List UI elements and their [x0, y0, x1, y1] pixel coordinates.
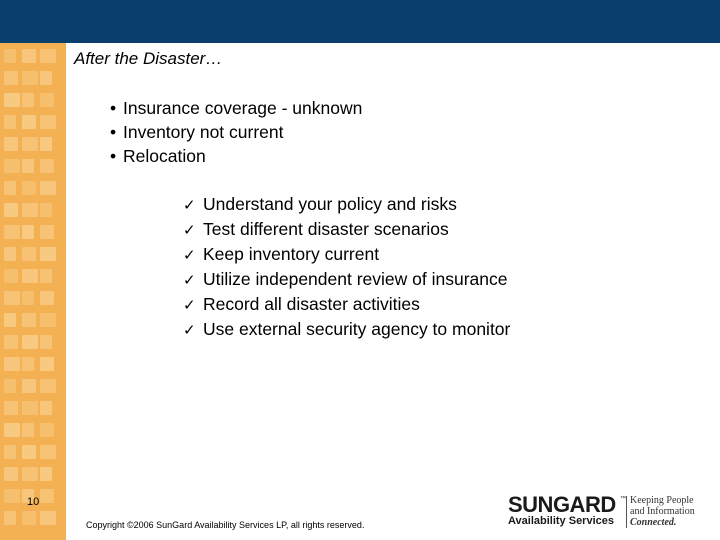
checklist-item: ✓ Record all disaster activities — [183, 292, 510, 317]
sidebar-tile — [22, 423, 34, 437]
bullet-item: • Inventory not current — [110, 122, 284, 142]
sidebar-tile — [40, 49, 56, 63]
checklist-item: ✓ Utilize independent review of insurance — [183, 267, 510, 292]
sidebar-tile — [22, 247, 36, 261]
sidebar-tile — [40, 137, 52, 151]
sidebar-tile — [22, 269, 38, 283]
sidebar-tile — [40, 313, 56, 327]
sidebar-tile — [22, 203, 38, 217]
sidebar-tile — [40, 247, 56, 261]
sidebar-tile — [4, 159, 20, 173]
sidebar-tile — [4, 511, 16, 525]
sidebar-tile — [40, 225, 54, 239]
sidebar-tile — [4, 137, 18, 151]
sidebar-tile — [40, 511, 56, 525]
sidebar-tile — [22, 137, 38, 151]
sidebar-tile — [40, 445, 56, 459]
sidebar-tile — [40, 203, 52, 217]
checklist-item: ✓ Test different disaster scenarios — [183, 217, 510, 242]
sidebar-tile — [4, 225, 20, 239]
sidebar-tile — [22, 181, 36, 195]
check-icon: ✓ — [183, 246, 196, 264]
sidebar-tile — [22, 379, 36, 393]
checklist-item: ✓ Keep inventory current — [183, 242, 510, 267]
sidebar-tile — [40, 115, 56, 129]
sidebar-tile — [4, 489, 20, 503]
page-number: 10 — [27, 496, 40, 508]
sidebar-tile — [4, 247, 16, 261]
sidebar-tile — [4, 313, 16, 327]
sungard-logo — [508, 494, 716, 530]
sidebar-tile — [4, 269, 18, 283]
sidebar-tile — [4, 357, 20, 371]
sidebar-tile — [4, 49, 16, 63]
sidebar-tile — [22, 225, 34, 239]
checklist-item: ✓ Understand your policy and risks — [183, 192, 510, 217]
bullet-icon: • — [110, 98, 117, 118]
logo-brand: SUNGARD — [508, 492, 616, 517]
check-icon: ✓ — [183, 296, 196, 314]
sidebar-tile — [22, 313, 36, 327]
sidebar-tile — [22, 467, 38, 481]
check-icon: ✓ — [183, 271, 196, 289]
sidebar-tile — [22, 335, 38, 349]
sidebar-tile — [40, 489, 54, 503]
bullet-item: • Insurance coverage - unknown — [110, 98, 363, 118]
sidebar-tile — [40, 291, 54, 305]
sidebar-tile — [22, 49, 36, 63]
sidebar-tile — [40, 335, 52, 349]
sidebar-tile — [22, 115, 36, 129]
check-icon: ✓ — [183, 221, 196, 239]
sidebar-tile — [40, 181, 56, 195]
trademark-mark: ™ — [620, 496, 626, 502]
sidebar-tile — [40, 269, 52, 283]
sidebar-tile — [4, 335, 18, 349]
sidebar-tile — [22, 445, 36, 459]
sidebar-tile — [4, 467, 18, 481]
sidebar-tile — [22, 357, 34, 371]
logo-tagline: Keeping People and Information Connected. — [630, 495, 695, 528]
sidebar-tile — [40, 423, 54, 437]
sidebar-tile — [22, 511, 36, 525]
logo-subtitle: Availability Services — [508, 515, 614, 527]
sidebar-tile — [4, 93, 20, 107]
checklist — [183, 192, 510, 342]
sidebar-tile — [40, 401, 52, 415]
check-icon: ✓ — [183, 321, 196, 339]
checklist-item: ✓ Use external security agency to monitor — [183, 317, 510, 342]
sidebar-tile — [4, 423, 20, 437]
copyright-notice: Copyright ©2006 SunGard Availability Services LP, all rights reserved. — [86, 520, 365, 530]
sidebar-tile — [4, 445, 16, 459]
slide-title: After the Disaster… — [74, 49, 223, 68]
sidebar-tile — [4, 203, 18, 217]
sidebar-tile — [40, 379, 56, 393]
sidebar-tile — [40, 357, 54, 371]
sidebar-tile — [22, 159, 34, 173]
sidebar-tile — [40, 71, 52, 85]
sidebar-tile — [40, 93, 54, 107]
sidebar-tile — [4, 379, 16, 393]
sidebar-tile — [4, 291, 20, 305]
sidebar-tile — [40, 467, 52, 481]
sidebar-tile — [40, 159, 54, 173]
sidebar-tile — [22, 401, 38, 415]
logo-divider — [626, 496, 627, 528]
top-banner — [0, 0, 720, 43]
sidebar-tile — [4, 181, 16, 195]
bullet-item: • Relocation — [110, 146, 206, 166]
sidebar-tile — [22, 291, 34, 305]
sidebar-tile — [4, 71, 18, 85]
bullet-icon: • — [110, 122, 117, 142]
bullet-list — [110, 96, 362, 168]
sidebar-tile — [4, 401, 18, 415]
check-icon: ✓ — [183, 196, 196, 214]
bullet-icon: • — [110, 146, 117, 166]
decorative-sidebar — [0, 43, 66, 540]
sidebar-tile — [4, 115, 16, 129]
sidebar-tile — [22, 71, 38, 85]
sidebar-tile — [22, 93, 34, 107]
